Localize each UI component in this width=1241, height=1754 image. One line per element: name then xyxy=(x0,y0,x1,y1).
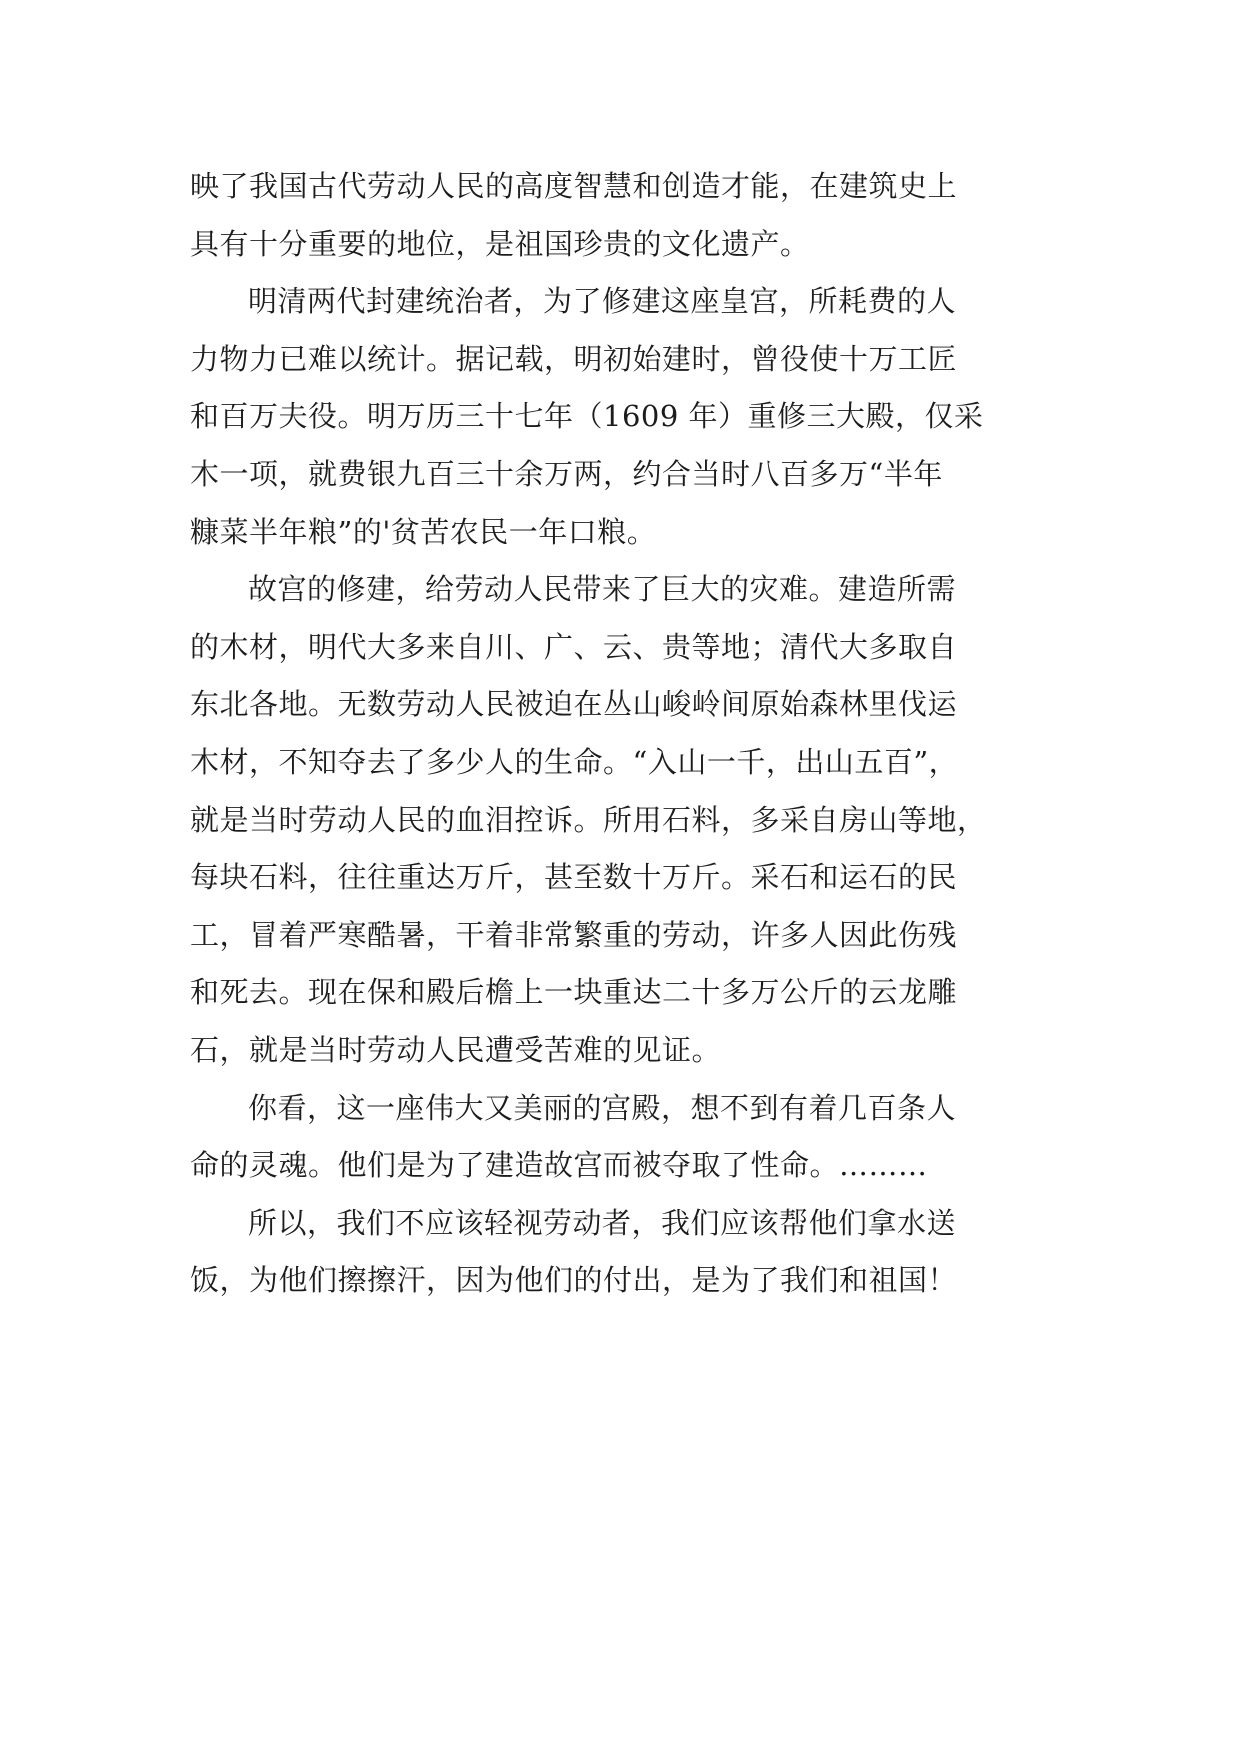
line: 映了我国古代劳动人民的高度智慧和创造才能，在建筑史上 xyxy=(190,169,958,203)
paragraph-5 xyxy=(190,1195,1070,1310)
line: 明清两代封建统治者，为了修建这座皇宫，所耗费的人 xyxy=(248,284,957,319)
line: 饭，为他们擦擦汗，因为他们的付出，是为了我们和祖国！ xyxy=(190,1263,958,1298)
line: 糠菜半年粮”的'贫苦农民一年口粮。 xyxy=(190,514,657,549)
line: 具有十分重要的地位，是祖国珍贵的文化遗产。 xyxy=(190,226,810,261)
paragraph-4 xyxy=(190,1080,1070,1195)
line: 你看，这一座伟大又美丽的宫殿，想不到有着几百条人 xyxy=(248,1090,957,1125)
line: 力物力已难以统计。据记载，明初始建时，曾役使十万工匠 xyxy=(190,341,958,376)
line: 石，就是当时劳动人民遭受苦难的见证。 xyxy=(190,1032,722,1067)
paragraph-3 xyxy=(190,561,1070,1079)
line: 的木材，明代大多来自川、广、云、贵等地；清代大多取自 xyxy=(190,629,958,664)
line: 和死去。现在保和殿后檐上一块重达二十多万公斤的云龙雕 xyxy=(190,975,958,1010)
line: 命的灵魂。他们是为了建造故宫而被夺取了性命。……… xyxy=(190,1148,928,1183)
line: 东北各地。无数劳动人民被迫在丛山峻岭间原始森林里伐运 xyxy=(190,687,958,722)
paragraph-1 xyxy=(190,158,1070,273)
line: 就是当时劳动人民的血泪控诉。所用石料，多采自房山等地， xyxy=(190,802,987,837)
line: 故宫的修建，给劳动人民带来了巨大的灾难。建造所需 xyxy=(248,572,957,607)
line: 和百万夫役。明万历三十七年（1609 年）重修三大殿，仅采 xyxy=(190,399,984,434)
line: 工，冒着严寒酷暑，干着非常繁重的劳动，许多人因此伤残 xyxy=(190,917,958,952)
line: 所以，我们不应该轻视劳动者，我们应该帮他们拿水送 xyxy=(248,1205,957,1240)
line: 每块石料，往往重达万斤，甚至数十万斤。采石和运石的民 xyxy=(190,860,958,895)
document-body xyxy=(190,158,1070,1310)
paragraph-2 xyxy=(190,273,1070,561)
line: 木材，不知夺去了多少人的生命。“入山一千，出山五百”， xyxy=(190,744,959,779)
line: 木一项，就费银九百三十余万两，约合当时八百多万“半年 xyxy=(190,456,943,491)
